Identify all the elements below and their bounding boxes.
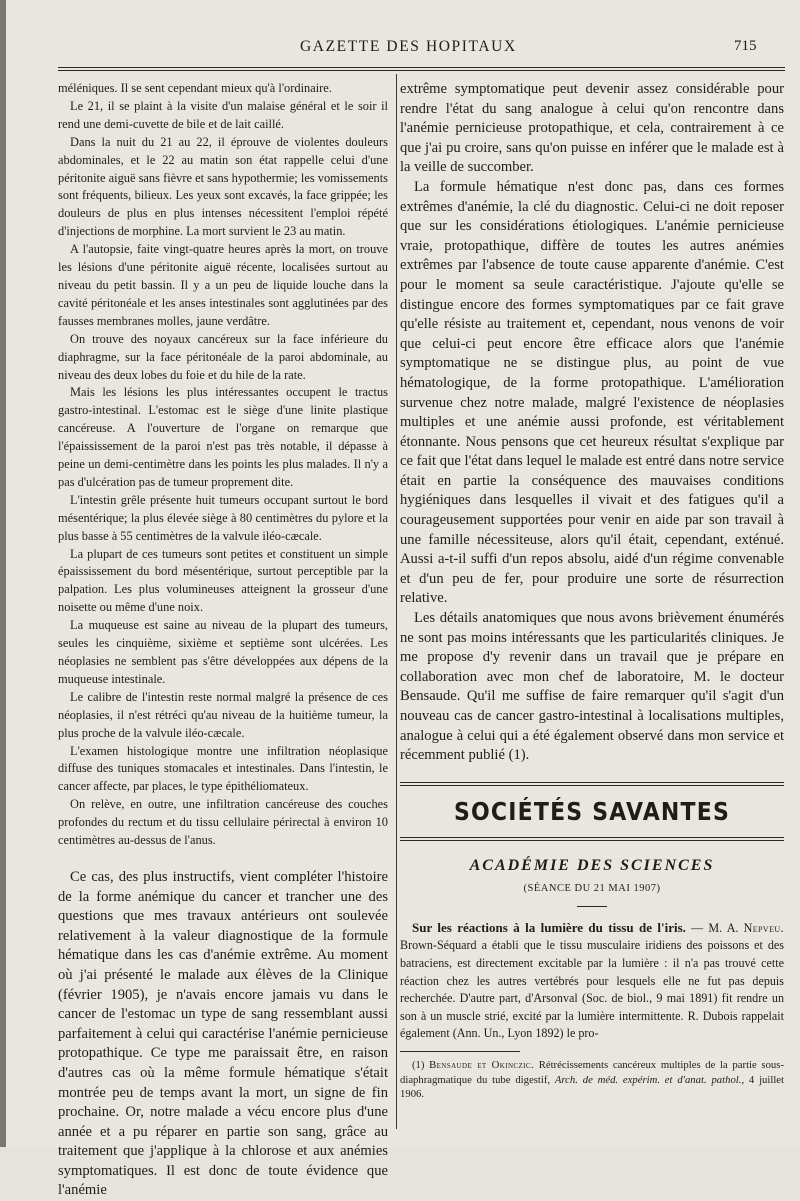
report-title: Sur les réactions à la lumière du tissu de l'iris. bbox=[412, 919, 686, 935]
report-dash: — M. A. bbox=[685, 920, 744, 935]
report bbox=[400, 919, 784, 1043]
case-paragraph: On relève, en outre, une infiltration cancéreuse des couches profondes du rectum et du tissu cellulaire périrectal à environ 10 centimètres au-dessus de l'anus. bbox=[58, 797, 388, 848]
column-divider bbox=[396, 74, 397, 1129]
footnote bbox=[400, 1058, 784, 1102]
case-paragraph: Mais les lésions les plus intéressantes occupent le tractus gastro-intestinal. L'estomac est le siège d'une linite plastique cancéreuse. A l'ouverture de l'organe on remarque que l'épaississement de la paroi n'est pas très notable, il dépasse à peine un demi-centimètre dans les points les plus malades. Il n'y a pas d'ulcération pas de tumeur proprement dite. bbox=[58, 385, 388, 489]
article-paragraph: La formule hématique n'est donc pas, dans ces formes extrêmes d'anémie, la clé du diagnostic. Celui-ci ne doit reposer que sur les considérations étiologiques. L'anémie pernicieuse vraie, protopathique, diffère de toutes les autres anémies extrêmes par l'absence de toute cause apparente d'anémie. C'est pour le moment sa seule caractéristique. J'ajoute qu'elle se distingue encore des formes symptomatiques par ce fait grave qu'elle résiste au traitement et, cependant, nous venons de voir que celui-ci peut encore être efficace alors que l'anémie symptomatique ne se distingue plus, au point de vue hématologique, de la forme protopathique. L'amélioration survenue chez notre malade, malgré l'existence de néoplasies multiples et une anémie aussi profonde, est véritablement étonnante. Nous pensons que cet heureux résultat s'explique par ce fait que l'état dans lequel le malade est entré dans notre service était en partie la conséquence des mauvaises conditions hygiéniques dans lesquelles il vivait et des fatigues qu'il a courageusement supportées pour venir en aide par son travail à une famille nécessiteuse, alors qu'il était, cependant, exténué. Aussi a-t-il suffi d'un repos absolu, aidé d'un régime convenable et d'un peu de fer, pour produire une sorte de résurrection relative. bbox=[400, 178, 784, 607]
case-paragraph: La plupart de ces tumeurs sont petites et constituent un simple épaississement du bord mésentérique, surtout perceptible par la palpation. Les plus volumineuses atteignent la grosseur d'une noisette ou même d'une noix. bbox=[58, 546, 388, 615]
footnote-text: Rétrécissements cancéreux multiples de la partie sous-diaphragmatique du tube digestif, bbox=[400, 1058, 784, 1086]
case-paragraph: On trouve des noyaux cancéreux sur la face inférieure du diaphragme, sur la face péritonéale de la paroi abdominale, au niveau des deux lobes du foie et du hile de la rate. bbox=[58, 331, 388, 382]
page-number: 715 bbox=[734, 38, 757, 54]
case-paragraph: L'examen histologique montre une infiltration néoplasique diffuse des tuniques stomacales et intestinales. Dans l'intestin, le cancer affecte, par places, le type épithéliomateux. bbox=[58, 743, 388, 794]
left-column bbox=[58, 80, 388, 1201]
session-date: (SÉANCE DU 21 MAI 1907) bbox=[523, 882, 661, 894]
case-paragraph: Le 21, il se plaint à la visite d'un malaise général et le soir il rend une demi-cuvette de bile et de lait caillé. bbox=[58, 98, 388, 131]
article-paragraph: extrême symptomatique peut devenir assez considérable pour rendre l'état du sang analogue à celui qu'on rencontre dans l'anémie pernicieuse protopathique, et cela, contrairement à ce que j'ai pu croire, sans qu'on puisse en inférer que le malade est à la veille de succomber. bbox=[400, 81, 784, 176]
case-paragraph: La muqueuse est saine au niveau de la plupart des tumeurs, seules les cinquième, sixième et septième sont ulcérées. Les néoplasies ne semblent pas s'être développées aux dépens de la muqueuse intestinale. bbox=[58, 618, 388, 686]
case-paragraph: A l'autopsie, faite vingt-quatre heures après la mort, on trouve les lésions d'une péritonite aiguë récente, localisées surtout au niveau du petit bassin. Il y a un peu de liquide louche dans la cavité péritonéale et les anses intestinales sont agglutinées par des fausses membranes molles, jaune verdâtre. bbox=[58, 242, 388, 328]
case-paragraph: Le calibre de l'intestin reste normal malgré la présence de ces néoplasies, il n'est rétréci qu'au niveau de la huitième tumeur, la plus proche de la valvule iléo-cæcale. bbox=[58, 689, 388, 740]
commentary-paragraph: Ce cas, des plus instructifs, vient compléter l'histoire de la forme anémique du cancer et trancher une des questions que mes travaux antérieurs ont soulevée relativement à la valeur diagnostique de la formule hématique dans les cas d'anémie extrême. Au moment où j'ai présenté le malade aux élèves de la Clinique (février 1905), je n'avais encore jamais vu dans le cancer de l'estomac un type de sang ressemblant aussi parfaitement à celui qui caractérise l'anémie pernicieuse protopathique. Ce type me paraissait être, en raison d'autres cas où la même formule hématique s'était montrée peu de temps avant la mort, un signe de fin prochaine. Or, notre malade a vécu encore plus d'une année et a pu réparer en partie son sang, grâce au traitement que j'applique à la chlorose et aux anémies symptomatiques. Il est donc de toute évidence que l'anémie bbox=[58, 868, 388, 1199]
page-binding-edge bbox=[0, 0, 6, 1147]
section-title-rule bbox=[400, 837, 784, 841]
case-paragraph: L'intestin grêle présente huit tumeurs occupant surtout le bord mésentérique; la plus élevée siège à 80 centimètres du pylore et la plus basse à 55 centimètres de la valvule iléo-cæcale. bbox=[58, 492, 388, 543]
report-author: Nepveu. bbox=[743, 920, 784, 935]
header-rule-secondary bbox=[58, 70, 785, 71]
footnote-date: , 4 juillet 1906. bbox=[400, 1073, 785, 1101]
footnote-journal: Arch. de méd. expérim. et d'anat. pathol. bbox=[554, 1073, 742, 1086]
footnote-rule bbox=[400, 1051, 520, 1052]
header-rule bbox=[58, 67, 785, 68]
section-title: SOCIÉTÉS SAVANTES bbox=[453, 798, 731, 827]
short-rule bbox=[577, 906, 607, 907]
section-separator-rule bbox=[400, 782, 784, 786]
page-header-title: GAZETTE DES HOPITAUX bbox=[300, 38, 517, 55]
case-paragraph: méléniques. Il se sent cependant mieux qu'à l'ordinaire. bbox=[58, 81, 332, 95]
footnote-mark: (1) bbox=[412, 1058, 430, 1071]
footnote-authors: Bensaude et Okinczic. bbox=[429, 1058, 535, 1071]
article-paragraph: Les détails anatomiques que nous avons brièvement énumérés ne sont pas moins intéressants que les particularités cliniques. Je me propose d'y revenir dans un travail que je prépare en collaboration avec mon chef de laboratoire, M. le docteur Bensaude. Qu'il me suffise de faire remarquer qu'il s'agit d'un nouveau cas de cancer gastro-intestinal à localisations multiples, analogue à celui qui a été également observé dans mon service et récemment publié (1). bbox=[400, 610, 784, 764]
report-body: Brown-Séquard a établi que le tissu musculaire iridiens des poissons et des batraciens, est directement excitable par la lumière : il n'a pas trouvé cette réaction chez les autres vertébrés pour lesquels elle ne fut pas depuis recherchée. D'autre part, d'Arsonval (Soc. de biol., 9 mai 1891) fit rendre un son à un muscle strié, excité par la lumière intermittente. R. Dubois rappelait également (Ann. Un., Lyon 1892) le pro- bbox=[400, 938, 784, 1041]
article-continuation bbox=[400, 80, 784, 766]
case-paragraph: Dans la nuit du 21 au 22, il éprouve de violentes douleurs abdominales, et le 22 au matin son état rappelle celui d'une péritonite aiguë sans fièvre et sans hypothermie; les vomissements sont fréquents, bilieux. Les yeux sont excavés, la face grippée; les douleurs de plus en plus intenses nécessitent l'emploi répété d'injections de morphine. La mort survient le 23 au matin. bbox=[58, 134, 388, 239]
right-column bbox=[400, 80, 784, 1102]
academy-title: ACADÉMIE DES SCIENCES bbox=[469, 856, 715, 874]
